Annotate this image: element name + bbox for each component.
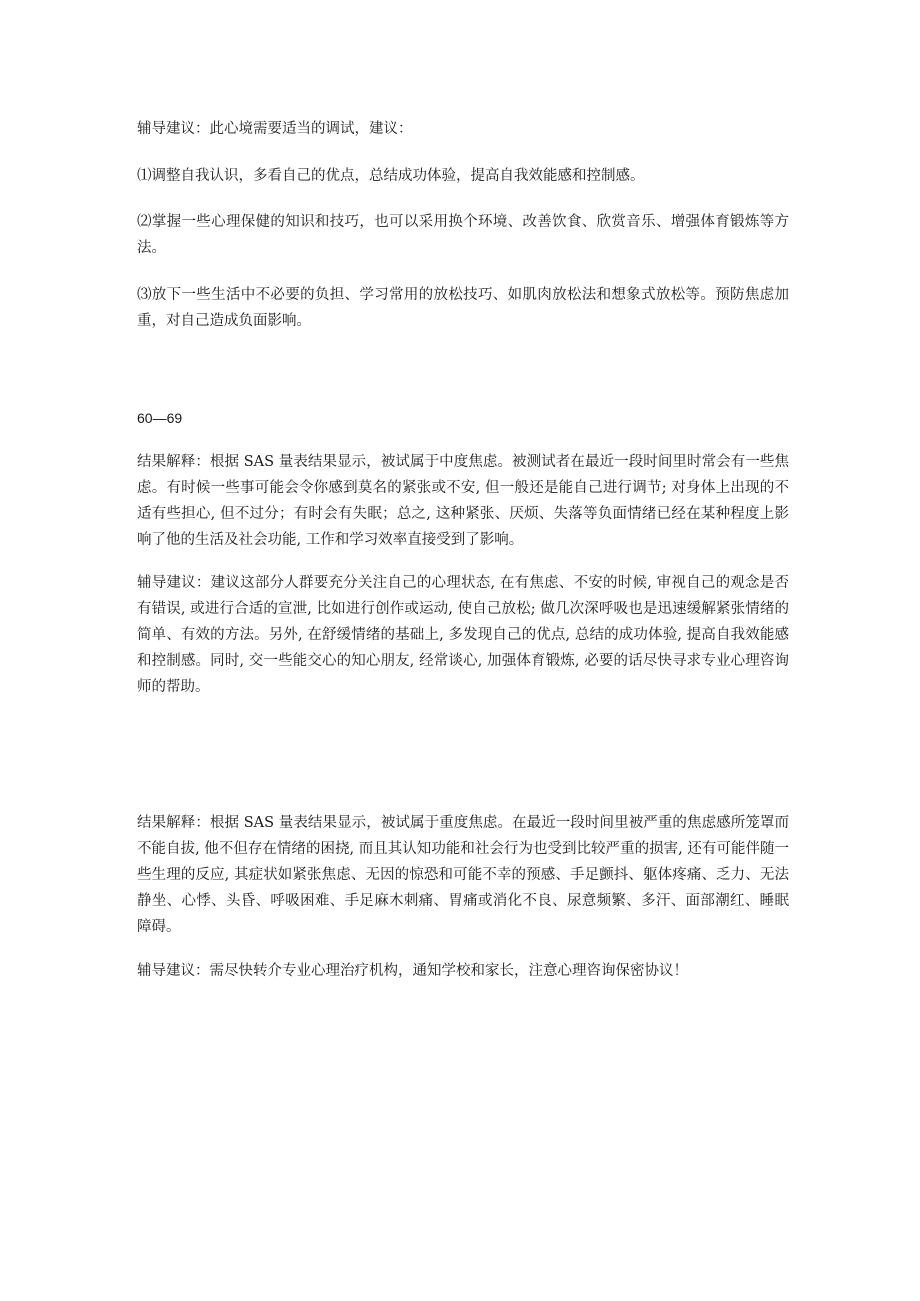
advice-item-3: ⑶放下一些生活中不必要的负担、学习常用的放松技巧、如肌肉放松法和想象式放松等。预防焦虑加重，对自己造成负面影响。 xyxy=(137,287,789,329)
severe-anxiety-result: 结果解释：根据 SAS 量表结果显示，被试属于重度焦虑。在最近一段时间里被严重的焦虑感所笼罩而不能自拔, 他不但存在情绪的困挠, 而且其认知功能和社会行为也受到比较严重的损害, 还有可能伴随一些生理的反应, 其症状如紧张焦虑、无因的惊恐和可能不幸的预感、手足颤抖、躯体疼痛、乏力、无法静坐、心悸、头昏、呼吸困难、手足麻木刺痛、胃痛或消化不良、尿意频繁、多汗、面部潮红、睡眠障碍。 xyxy=(137,815,789,935)
advice-intro: 辅导建议：此心境需要适当的调试，建议： xyxy=(137,121,413,137)
score-range-heading: 60—69 xyxy=(137,410,183,426)
moderate-anxiety-result: 结果解释：根据 SAS 量表结果显示，被试属于中度焦虑。被测试者在最近一段时间里时常会有一些焦虑。有时候一些事可能会令你感到莫名的紧张或不安, 但一般还是能自己进行调节; 对身体上出现的不适有些担心, 但不过分；有时会有失眠；总之, 这种紧张、厌烦、失落等负面情绪已经在某种程度上影响了他的生活及社会功能, 工作和学习效率直接受到了影响。 xyxy=(137,454,789,548)
advice-item-1: ⑴调整自我认识，多看自己的优点，总结成功体验，提高自我效能感和控制感。 xyxy=(137,168,645,184)
moderate-anxiety-advice: 辅导建议：建议这部分人群要充分关注自己的心理状态, 在有焦虑、不安的时候, 审视自己的观念是否有错误, 或进行合适的宣泄, 比如进行创作或运动, 使自己放松; 做几次深呼吸也是迅速缓解紧张情绪的简单、有效的方法。另外, 在舒缓情绪的基础上, 多发现自己的优点, 总结的成功体验, 提高自我效能感和控制感。同时, 交一些能交心的知心朋友, 经常谈心, 加强体育锻炼, 必要的话尽快寻求专业心理咨询师的帮助。 xyxy=(137,575,789,695)
severe-anxiety-advice: 辅导建议：需尽快转介专业心理治疗机构，通知学校和家长，注意心理咨询保密协议！ xyxy=(137,963,688,979)
advice-item-2: ⑵掌握一些心理保健的知识和技巧，也可以采用换个环境、改善饮食、欣赏音乐、增强体育锻炼等方法。 xyxy=(137,214,789,256)
